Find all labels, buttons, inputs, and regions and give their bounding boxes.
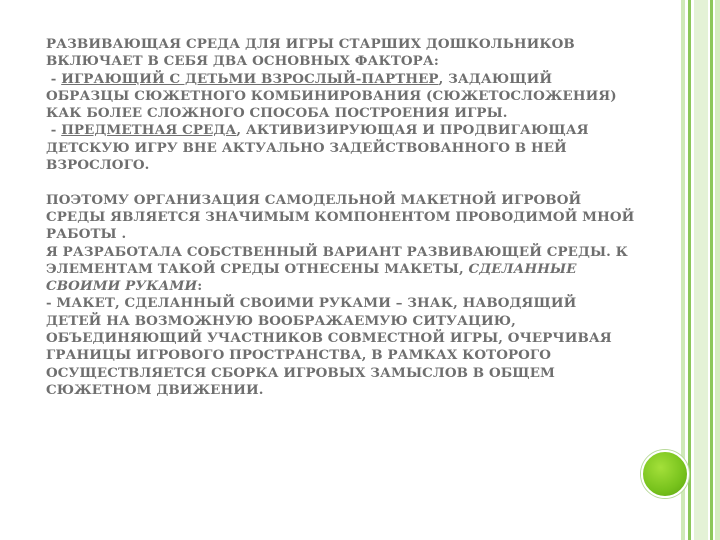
factor-item-adult (46, 71, 636, 123)
factor-desc-environment: , АКТИВИЗИРУЮЩАЯ И ПРОДВИГАЮЩАЯ ДЕТСКУЮ ИГРУ ВНЕ АКТУАЛЬНО ЗАДЕЙСТВОВАННОГО В НЕЙ ВЗРОСЛОГО. (46, 122, 589, 174)
item-prefix: - (46, 70, 62, 87)
decorative-stripe (710, 0, 713, 540)
paragraph-gap (46, 174, 636, 191)
decorative-stripe (688, 0, 691, 540)
model-description: - МАКЕТ, СДЕЛАННЫЙ СВОИМИ РУКАМИ – ЗНАК, НАВОДЯЩИЙ ДЕТЕЙ НА ВОЗМОЖНУЮ ВООБРАЖАЕМУЮ СИТУАЦИЮ, ОБЪЕДИНЯЮЩИЙ УЧАСТНИКОВ СОВМЕСТНОЙ ИГРЫ, ОЧЕРЧИВАЯ ГРАНИЦЫ ИГРОВОГО ПРОСТРАНСТВА, В РАМКАХ КОТОРОГО ОСУЩЕСТВЛЯЕТСЯ СБОРКА ИГРОВЫХ ЗАМЫСЛОВ В ОБЩЕМ СЮЖЕТНОМ ДВИЖЕНИИ. (46, 295, 612, 398)
factor-desc-adult: , ЗАДАЮЩИЙ ОБРАЗЦЫ СЮЖЕТНОГО КОМБИНИРОВАНИЯ (СЮЖЕТОСЛОЖЕНИЯ) КАК БОЛЕЕ СЛОЖНОГО СПОСОБА ПОСТРОЕНИЯ ИГРЫ. (46, 70, 617, 122)
intro-line: РАЗВИВАЮЩАЯ СРЕДА ДЛЯ ИГРЫ СТАРШИХ ДОШКОЛЬНИКОВ ВКЛЮЧАЕТ В СЕБЯ ДВА ОСНОВНЫХ ФАКТОРА: (46, 36, 575, 70)
decorative-stripe (694, 0, 708, 540)
slide-body-text (46, 36, 636, 399)
variant-colon: : (197, 278, 203, 295)
factor-term-environment: ПРЕДМЕТНАЯ СРЕДА (61, 122, 237, 139)
variant-italic: СДЕЛАННЫЕ СВОИМИ РУКАМИ (46, 260, 577, 295)
variant-line (46, 244, 636, 296)
variant-text: Я РАЗРАБОТАЛА СОБСТВЕННЫЙ ВАРИАНТ РАЗВИВАЮЩЕЙ СРЕДЫ. К ЭЛЕМЕНТАМ ТАКОЙ СРЕДЫ ОТНЕСЕНЫ МАКЕТЫ, (46, 243, 628, 277)
factor-item-environment (46, 122, 636, 174)
decorative-stripe (715, 0, 720, 540)
organization-line: ПОЭТОМУ ОРГАНИЗАЦИЯ САМОДЕЛЬНОЙ МАКЕТНОЙ ИГРОВОЙ СРЕДЫ ЯВЛЯЕТСЯ ЗНАЧИМЫМ КОМПОНЕНТОМ ПРОВОДИМОЙ МНОЙ РАБОТЫ . (46, 191, 635, 243)
item-prefix: - (46, 122, 62, 139)
factor-term-adult: ИГРАЮЩИЙ С ДЕТЬМИ ВЗРОСЛЫЙ-ПАРТНЕР (61, 70, 439, 87)
green-circle-decoration (641, 450, 689, 498)
